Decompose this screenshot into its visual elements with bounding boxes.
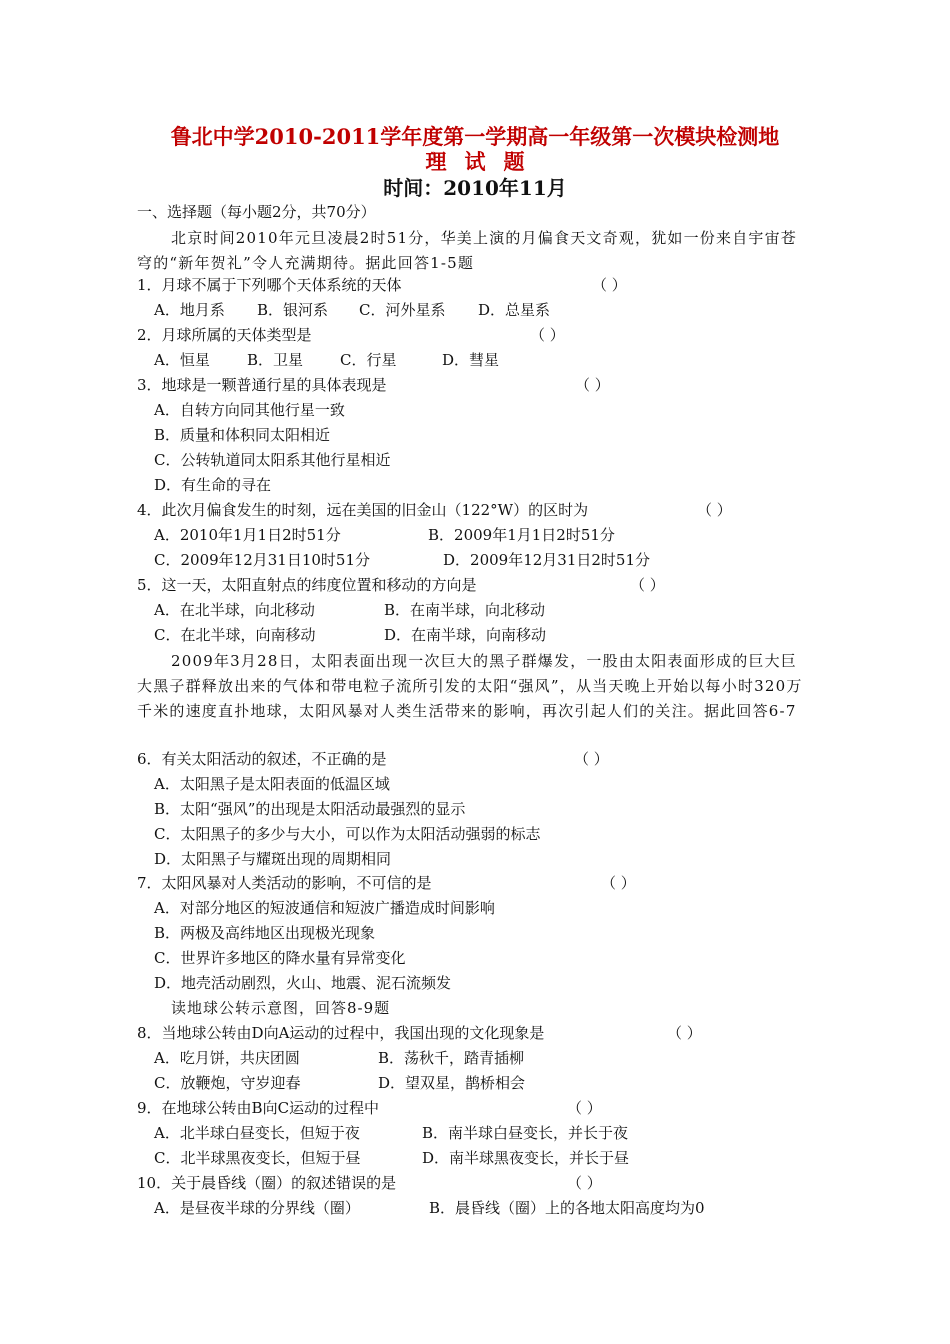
question-7-option-b: B．两极及高纬地区出现极光现象 [154,924,376,942]
question-7-option-a: A．对部分地区的短波通信和短波广播造成时间影响 [154,899,495,917]
question-9-answer-paren: （ ） [567,1099,602,1117]
question-10-option-a: A．是昼夜半球的分界线（圈） [154,1199,360,1217]
question-5-option-c: C．在北半球，向南移动 [154,626,316,644]
question-2-option-d: D．彗星 [442,351,500,369]
question-8-option-d: D．望双星，鹊桥相会 [378,1074,526,1092]
question-9-option-d: D．南半球黑夜变长，并长于昼 [422,1149,630,1167]
question-10-answer-paren: （ ） [567,1174,602,1192]
question-5-answer-paren: （ ） [630,576,665,594]
question-9-option-b: B．南半球白昼变长，并长于夜 [422,1124,629,1142]
question-1-stem: 1．月球不属于下列哪个天体系统的天体 [137,276,402,294]
question-1-option-a: A．地月系 [154,301,225,319]
question-10-stem: 10．关于晨昏线（圈）的叙述错误的是 [137,1174,397,1192]
section-heading: 一、选择题（每小题2分，共70分） [137,203,376,221]
passage-3: 读地球公转示意图，回答8-9题 [171,999,391,1017]
question-8-option-b: B．荡秋千，踏青插柳 [378,1049,525,1067]
question-5-option-a: A．在北半球，向北移动 [154,601,315,619]
question-6-option-d: D．太阳黑子与耀斑出现的周期相同 [154,850,392,868]
question-5-option-b: B．在南半球，向北移动 [384,601,546,619]
question-6-option-a: A．太阳黑子是太阳表面的低温区域 [154,775,390,793]
question-9-stem: 9．在地球公转由B向C运动的过程中 [137,1099,380,1117]
exam-time: 时间：2010年11月 [383,176,567,200]
question-1-option-d: D．总星系 [478,301,551,319]
passage-2 [137,649,813,724]
question-2-option-b: B．卫星 [247,351,304,369]
question-1-option-b: B．银河系 [257,301,329,319]
question-8-option-c: C．放鞭炮，守岁迎春 [154,1074,301,1092]
question-8-option-a: A．吃月饼，共庆团圆 [154,1049,300,1067]
question-2-option-c: C．行星 [340,351,397,369]
exam-title-line1: 鲁北中学2010-2011学年度第一学期高一年级第一次模块检测地 [170,124,780,149]
question-2-option-a: A．恒星 [154,351,210,369]
question-1-option-c: C．河外星系 [359,301,446,319]
passage-2-text: 2009年3月28日，太阳表面出现一次巨大的黑子群爆发，一股由太阳表面形成的巨大巨大黑子群释放出来的气体和带电粒子流所引发的太阳“强风”，从当天晚上开始以每小时320万千米的速度直扑地球，太阳风暴对人类生活带来的影响，再次引起人们的关注。据此回答6-7 [137,652,803,720]
question-2-stem: 2．月球所属的天体类型是 [137,326,312,344]
question-8-answer-paren: （ ） [667,1024,702,1042]
question-2-answer-paren: （ ） [530,326,565,344]
question-4-option-d: D．2009年12月31日2时51分 [443,551,651,569]
question-3-option-a: A．自转方向同其他行星一致 [154,401,345,419]
question-6-option-b: B．太阳“强风”的出现是太阳活动最强烈的显示 [154,800,466,818]
question-7-option-c: C．世界许多地区的降水量有异常变化 [154,949,406,967]
question-3-option-c: C．公转轨道同太阳系其他行星相近 [154,451,391,469]
question-5-option-d: D．在南半球，向南移动 [384,626,547,644]
question-3-stem: 3．地球是一颗普通行星的具体表现是 [137,376,387,394]
question-7-stem: 7．太阳风暴对人类活动的影响，不可信的是 [137,874,432,892]
question-3-option-d: D．有生命的寻在 [154,476,272,494]
question-3-answer-paren: （ ） [575,376,610,394]
question-1-answer-paren: （ ） [592,276,627,294]
passage-1 [137,226,813,276]
question-4-option-b: B．2009年1月1日2时51分 [428,526,615,544]
passage-1-text: 北京时间2010年元旦凌晨2时51分，华美上演的月偏食天文奇观，犹如一份来自宇宙苍穹的“新年贺礼”令人充满期待。据此回答1-5题 [137,229,798,272]
question-3-option-b: B．质量和体积同太阳相近 [154,426,331,444]
question-4-stem: 4．此次月偏食发生的时刻，远在美国的旧金山（122°W）的区时为 [137,501,589,519]
question-6-answer-paren: （ ） [574,750,609,768]
question-10-option-b: B．晨昏线（圈）上的各地太阳高度均为0 [429,1199,705,1217]
exam-title-line2: 理试题 [425,149,543,174]
question-5-stem: 5．这一天，太阳直射点的纬度位置和移动的方向是 [137,576,477,594]
question-9-option-a: A．北半球白昼变长，但短于夜 [154,1124,360,1142]
question-4-option-a: A．2010年1月1日2时51分 [154,526,341,544]
question-4-answer-paren: （ ） [697,501,732,519]
question-7-option-d: D．地壳活动剧烈，火山、地震、泥石流频发 [154,974,452,992]
question-4-option-c: C．2009年12月31日10时51分 [154,551,370,569]
question-6-stem: 6．有关太阳活动的叙述，不正确的是 [137,750,387,768]
question-7-answer-paren: （ ） [601,874,636,892]
question-8-stem: 8．当地球公转由D向A运动的过程中，我国出现的文化现象是 [137,1024,545,1042]
question-9-option-c: C．北半球黑夜变长，但短于昼 [154,1149,361,1167]
question-6-option-c: C．太阳黑子的多少与大小，可以作为太阳活动强弱的标志 [154,825,541,843]
